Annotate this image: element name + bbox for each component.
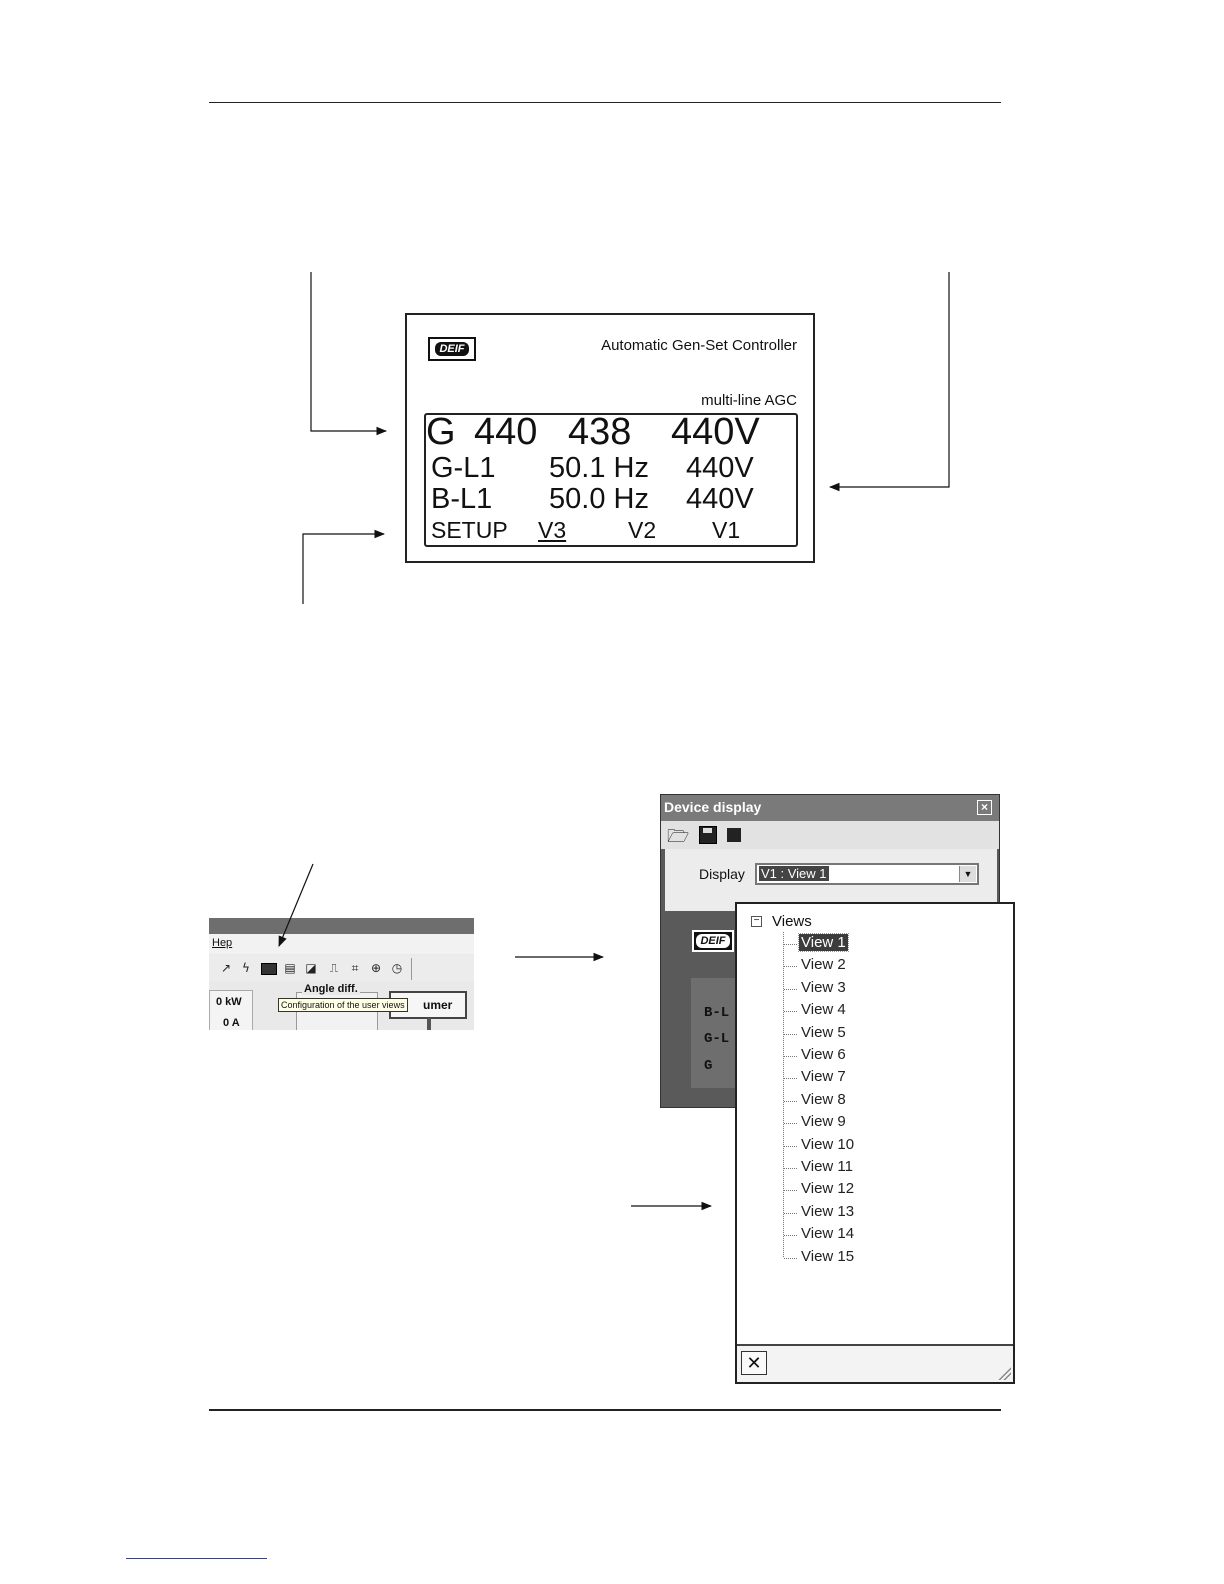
tooltip-user-views: Configuration of the user views	[278, 998, 408, 1012]
globe-icon[interactable]: ⊕	[370, 961, 382, 975]
consumer-button-label: umer	[423, 998, 453, 1012]
callout-arrow-lcd-top	[311, 272, 386, 431]
tree-item-view-7[interactable]: View 7	[801, 1068, 846, 1086]
close-icon[interactable]: ✕	[741, 1351, 767, 1375]
sync-icon[interactable]: ⎍	[329, 961, 339, 975]
tree-item-view-3[interactable]: View 3	[801, 978, 846, 996]
lcd-v1-softkey: V1	[712, 517, 741, 543]
lcd-line2-label: G-L1	[431, 452, 496, 484]
lcd-line2-frequency: 50.1 Hz	[549, 452, 649, 484]
wrench-icon[interactable]: ↗	[220, 961, 232, 975]
chevron-down-icon[interactable]: ▼	[959, 866, 976, 882]
callout-arrow-lcd-right	[830, 272, 949, 487]
amps-value: 0 A	[223, 1017, 240, 1029]
tree-item-view-12[interactable]: View 12	[801, 1180, 855, 1198]
tree-item-view-13[interactable]: View 13	[801, 1202, 855, 1220]
lcd-v3-softkey: V3	[538, 517, 567, 543]
display-label: Display	[699, 866, 745, 882]
device-lcd-row-gl: G-L	[704, 1031, 730, 1047]
tree-item-view-9[interactable]: View 9	[801, 1113, 846, 1131]
tree-root-views[interactable]: Views	[772, 913, 812, 930]
callout-arrow-toolbar-icon	[279, 864, 313, 946]
lcd-setup-softkey: SETUP	[431, 517, 508, 543]
tree-item-view-10[interactable]: View 10	[801, 1135, 855, 1153]
panel-subtitle: multi-line AGC	[701, 392, 797, 409]
tree-item-view-2[interactable]: View 2	[801, 956, 846, 974]
tree-item-view-1[interactable]: View 1	[801, 934, 846, 951]
tree-item-view-11[interactable]: View 11	[801, 1158, 853, 1175]
tree-item-view-5[interactable]: View 5	[801, 1023, 846, 1041]
device-lcd-row-bl: B-L	[704, 1005, 730, 1021]
lightning-icon[interactable]: ϟ	[242, 961, 250, 975]
tree-item-view-8[interactable]: View 8	[801, 1090, 846, 1108]
close-icon[interactable]: ×	[977, 800, 992, 815]
panel-title: Automatic Gen-Set Controller	[601, 337, 797, 354]
kw-value: 0 kW	[216, 996, 242, 1008]
tree-item-view-6[interactable]: View 6	[801, 1046, 846, 1063]
tree-item-view-15[interactable]: View 15	[801, 1247, 855, 1265]
open-folder-icon[interactable]: 🗁	[667, 826, 690, 847]
callout-arrow-softkeys	[303, 534, 384, 604]
lcd-line3-frequency: 50.0 Hz	[549, 483, 649, 515]
lcd-line3-voltage: 440V	[686, 483, 754, 515]
lcd-line1-value-2: 438	[568, 411, 632, 453]
device-display-title: Device display	[664, 799, 762, 815]
device-deif-logo: DEIF	[692, 930, 734, 952]
menu-help[interactable]: Hep	[212, 937, 233, 949]
network-icon[interactable]: ⌗	[351, 961, 359, 975]
device-lcd-row-g: G	[704, 1058, 713, 1074]
lcd-line1-value-1: 440	[474, 411, 538, 453]
lcd-line2-voltage: 440V	[686, 452, 754, 484]
collapse-icon[interactable]: −	[751, 916, 762, 927]
deif-logo: DEIF	[428, 337, 476, 361]
lcd-v2-softkey: V2	[628, 517, 657, 543]
lcd-line1-value-3: 440V	[671, 411, 760, 453]
chart-icon[interactable]: ◪	[305, 961, 317, 975]
table-icon[interactable]: ▤	[284, 961, 296, 975]
display-select-value: V1 : View 1	[761, 866, 827, 881]
lcd-line3-label: B-L1	[431, 483, 493, 515]
tree-item-view-14[interactable]: View 14	[801, 1225, 855, 1243]
clock-icon[interactable]: ◷	[391, 961, 403, 975]
tree-item-view-4[interactable]: View 4	[801, 1001, 846, 1019]
lcd-line1-label: G	[426, 411, 456, 453]
angle-diff-label: Angle diff.	[304, 983, 358, 995]
